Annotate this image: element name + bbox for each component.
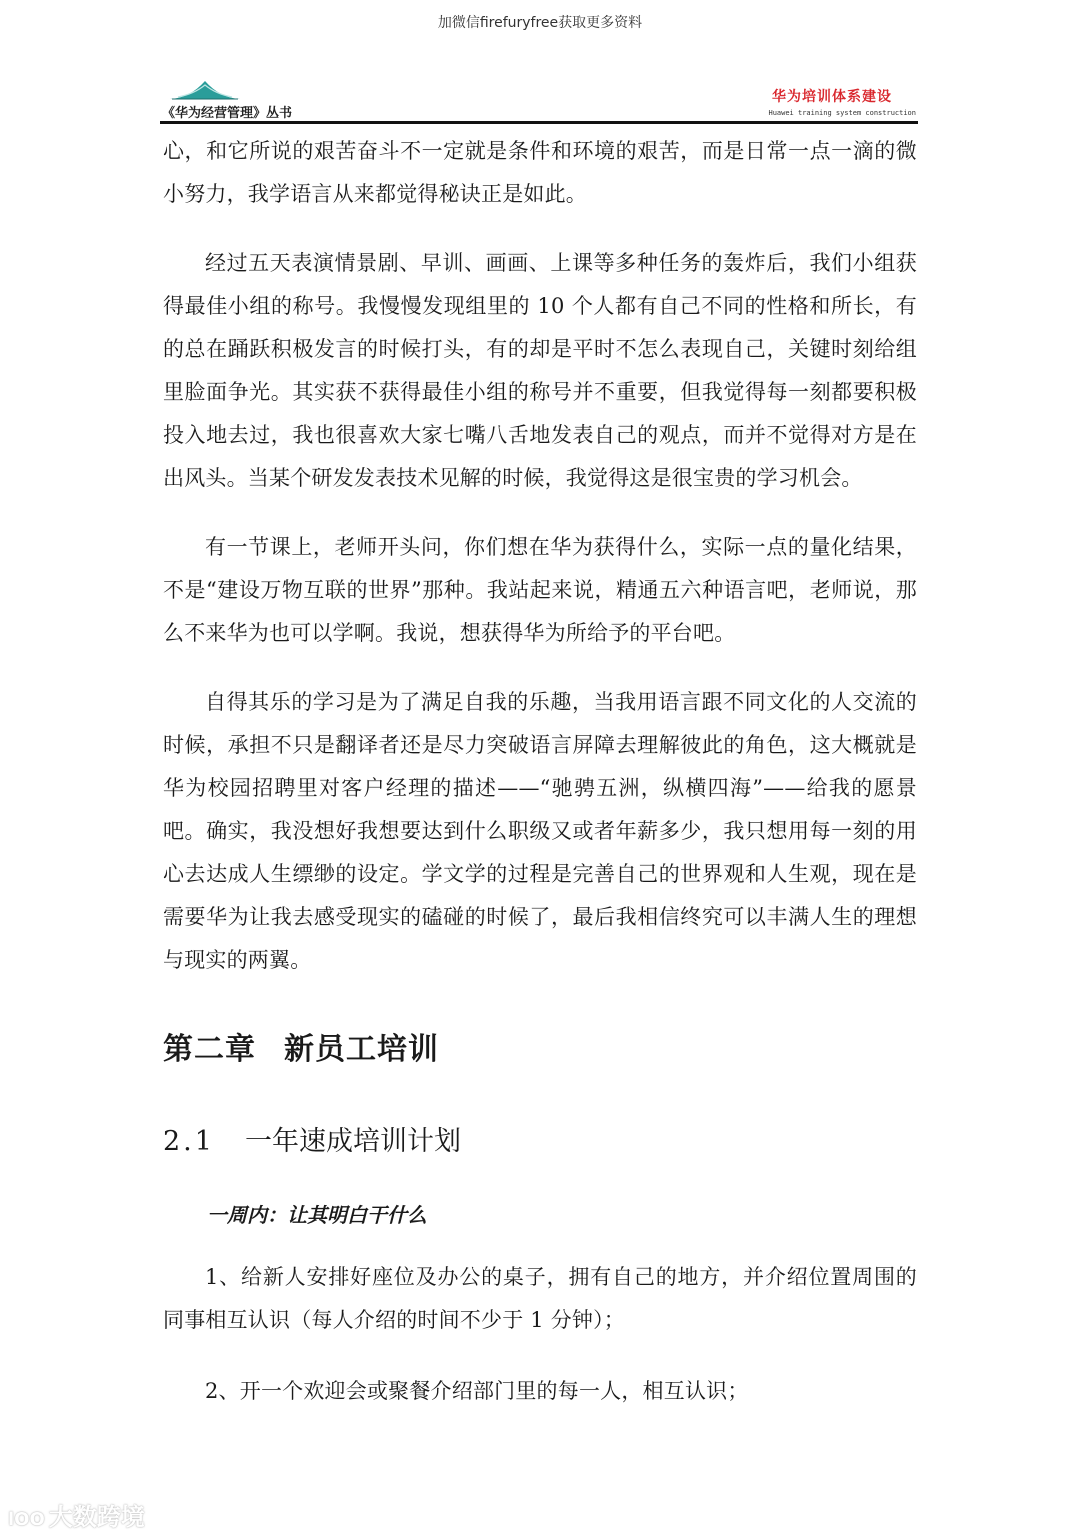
document-body [163,130,917,1413]
watermark [8,1497,145,1532]
top-note: 加微信firefuryfree获取更多资料 [437,15,643,31]
brand-subtitle: Huawei training system construction [768,109,916,117]
brand-title: 华为培训体系建设 [772,89,892,105]
watermark-logo-icon: lOO [8,1509,45,1530]
series-title: 《华为经营管理》丛书 [162,106,293,121]
chapter-heading [163,1028,917,1072]
header-rule [160,121,918,124]
page-header [160,72,918,124]
watermark-text: 大数跨境 [48,1503,145,1531]
mountain-logo-icon [170,78,240,100]
list-item: 1、给新人安排好座位及办公的桌子，拥有自己的地方，并介绍位置周围的同事相互认识（每人介绍的时间不少于 1 分钟）； [163,1265,917,1332]
section-number: 2.1 [163,1126,215,1157]
subheading: 一周内：让其明白干什么 [207,1203,427,1227]
paragraph: 有一节课上，老师开头问，你们想在华为获得什么，实际一点的量化结果，不是“建设万物互联的世界”那种。我站起来说，精通五六种语言吧，老师说，那么不来华为也可以学啊。我说，想获得华为所给予的平台吧。 [163,535,917,645]
section-title: 一年速成培训计划 [244,1126,461,1157]
paragraph: 经过五天表演情景剧、早训、画画、上课等多种任务的轰炸后，我们小组获得最佳小组的称号。我慢慢发现组里的 10 个人都有自己不同的性格和所长，有的总在踊跃积极发言的时候打头，有的却是平时不怎么表现自己，关键时刻给组里脸面争光。其实获不获得最佳小组的称号并不重要，但我觉得每一刻都要积极投入地去过，我也很喜欢大家七嘴八舌地发表自己的观点，而并不觉得对方是在出风头。当某个研发发表技术见解的时候，我觉得这是很宝贵的学习机会。 [163,251,917,490]
paragraph: 自得其乐的学习是为了满足自我的乐趣，当我用语言跟不同文化的人交流的时候，承担不只是翻译者还是尽力突破语言屏障去理解彼此的角色，这大概就是华为校园招聘里对客户经理的描述——“驰骋五洲，纵横四海”——给我的愿景吧。确实，我没想好我想要达到什么职级又或者年薪多少，我只想用每一刻的用心去达成人生缥缈的设定。学文学的过程是完善自己的世界观和人生观，现在是需要华为让我去感受现实的磕碰的时候了，最后我相信终究可以丰满人生的理想与现实的两翼。 [163,690,917,972]
chapter-title: 新员工培训 [284,1032,439,1067]
chapter-number: 第二章 [163,1032,256,1067]
paragraph: 心，和它所说的艰苦奋斗不一定就是条件和环境的艰苦，而是日常一点一滴的微小努力，我学语言从来都觉得秘诀正是如此。 [163,139,917,206]
list-item: 2、开一个欢迎会或聚餐介绍部门里的每一人，相互认识； [205,1379,749,1403]
section-heading [163,1122,917,1162]
